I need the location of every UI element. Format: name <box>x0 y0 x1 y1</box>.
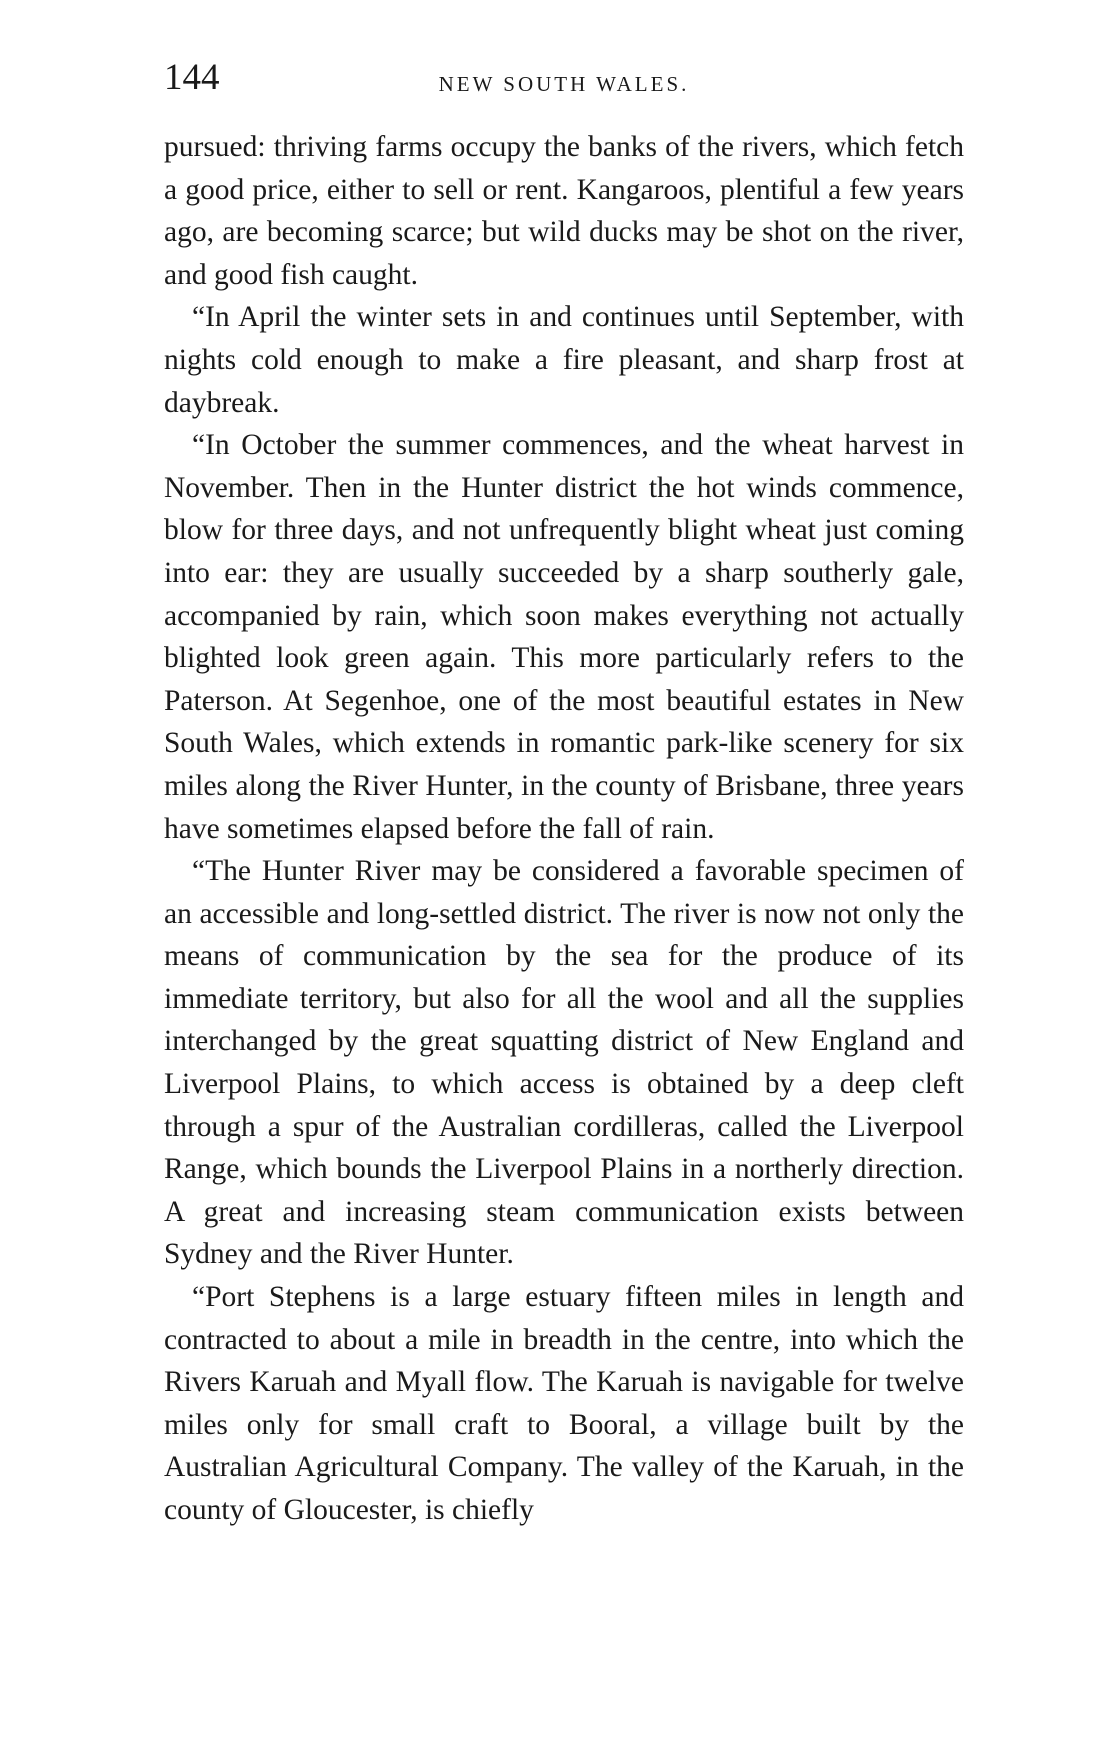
paragraph: “In April the winter sets in and continues until September, with nights cold enough to make a fire pleasant, and sharp frost at daybreak. <box>164 301 964 419</box>
body-text <box>164 126 964 1532</box>
paragraph: “Port Stephens is a large estuary fifteen miles in length and contracted to about a mile in breadth in the centre, into which the Rivers Karuah and Myall flow. The Karuah is navigable for twelve miles only for small craft to Booral, a village built by the Australian Agricultural Company. The valley of the Karuah, in the county of Gloucester, is chiefly <box>164 1281 964 1526</box>
paragraph: “In October the summer commences, and the wheat harvest in November. Then in the Hunter district the hot winds commence, blow for three days, and not unfrequently blight wheat just coming into ear: they are usually succeeded by a sharp southerly gale, accompanied by rain, which soon makes everything not actually blighted look green again. This more particularly refers to the Paterson. At Segenhoe, one of the most beautiful estates in New South Wales, which extends in romantic park-like scenery for six miles along the River Hunter, in the county of Brisbane, three years have sometimes elapsed before the fall of rain. <box>164 429 964 845</box>
book-page <box>164 52 964 1532</box>
running-head: NEW SOUTH WALES. <box>438 72 690 96</box>
paragraph: pursued: thriving farms occupy the banks of the rivers, which fetch a good price, either to sell or rent. Kangaroos, plentiful a few years ago, are becoming scarce; but wild ducks may be shot on the river, and good fish caught. <box>164 131 964 291</box>
page-number: 144 <box>164 57 220 98</box>
page-header <box>164 52 964 104</box>
paragraph: “The Hunter River may be considered a favorable specimen of an accessible and long-settled district. The river is now not only the means of communication by the sea for the produce of its immediate territory, but also for all the wool and all the supplies interchanged by the great squatting district of New England and Liverpool Plains, to which access is obtained by a deep cleft through a spur of the Australian cordilleras, called the Liverpool Range, which bounds the Liverpool Plains in a northerly direction. A great and increasing steam communication exists between Sydney and the River Hunter. <box>164 855 964 1271</box>
